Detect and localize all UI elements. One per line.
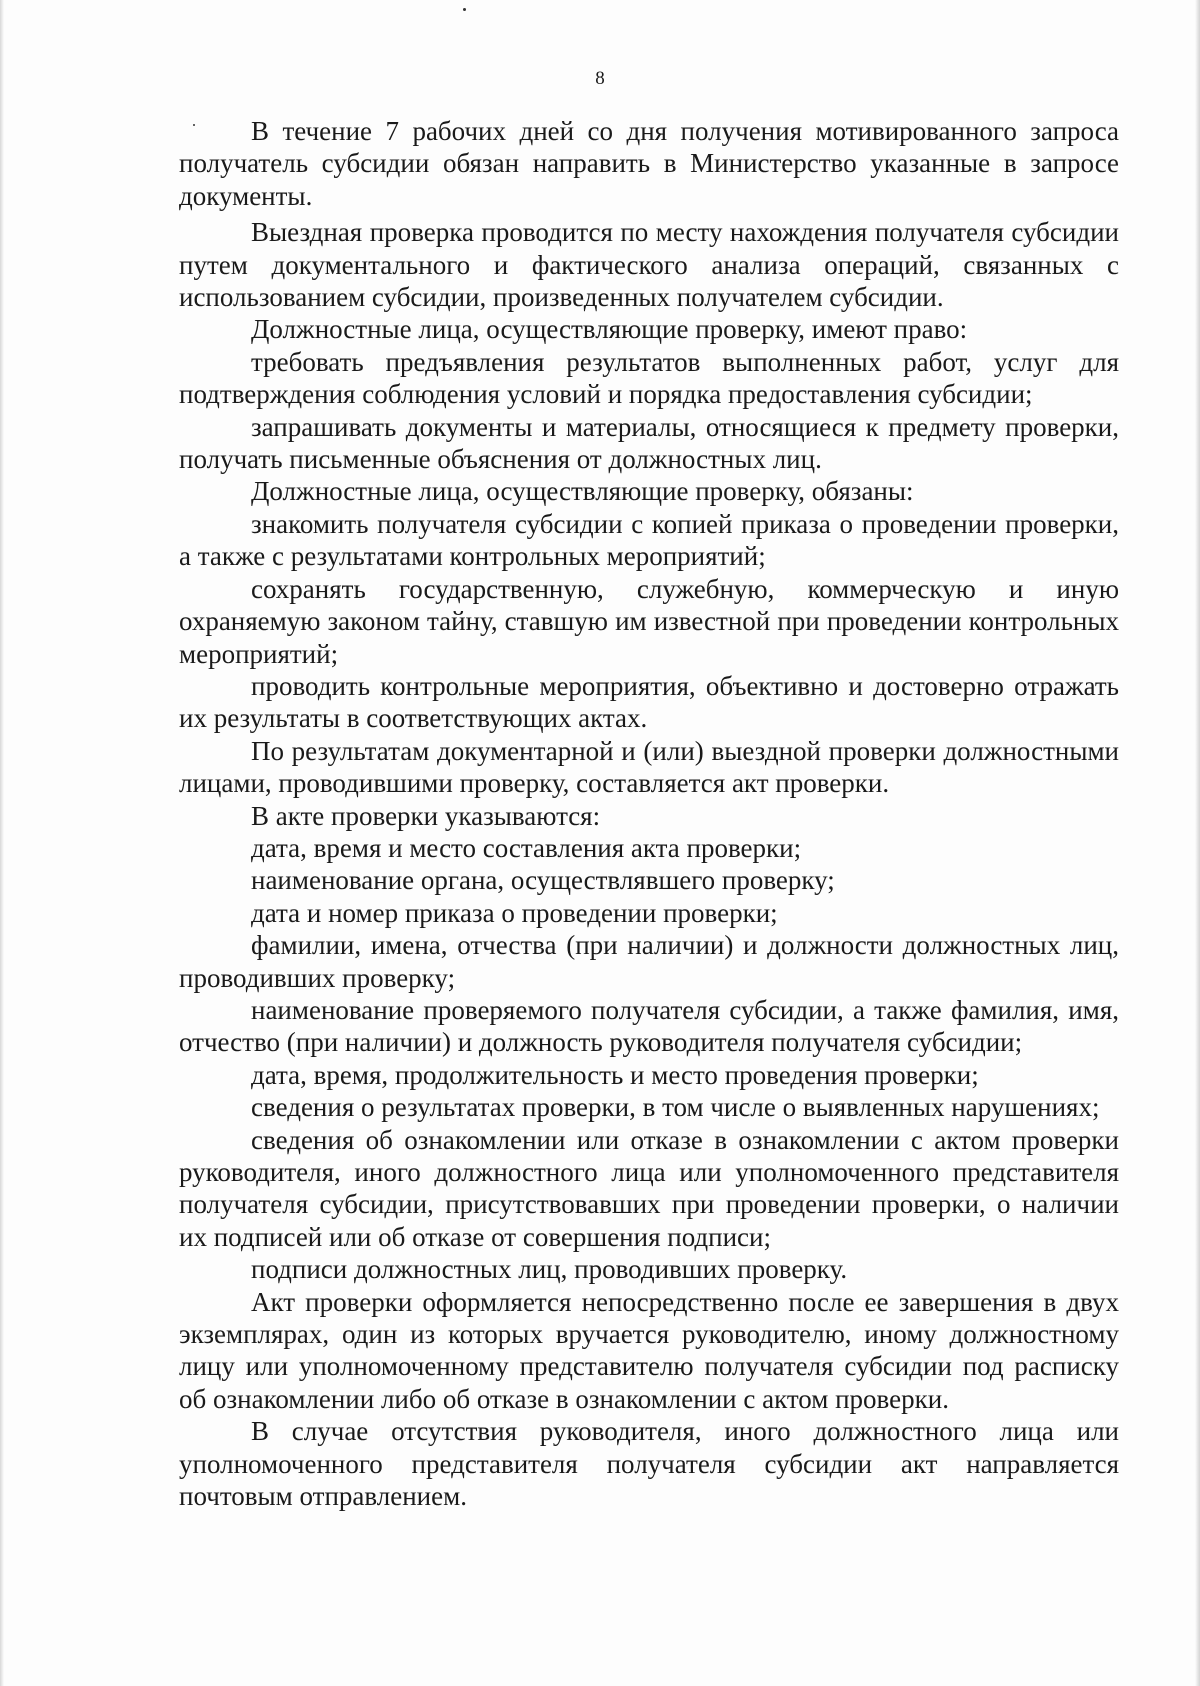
- paragraph: Акт проверки оформляется непосредственно после ее завершения в двух экземплярах, один из которых вручается руководителю, иному должностному лицу или уполномоченному представителю получателя субсидии под расписку об ознакомлении либо об отказе в ознакомлении с актом проверки.: [179, 1286, 1119, 1414]
- paragraph: сведения об ознакомлении или отказе в ознакомлении с актом проверки руководителя, иного должностного лица или уполномоченного представителя получателя субсидии, присутствовавших при проведении проверки, о наличии их подписей или об отказе от совершения подписи;: [179, 1124, 1119, 1252]
- document-body: [179, 115, 1119, 1512]
- paragraph: проводить контрольные мероприятия, объективно и достоверно отражать их результаты в соответствующих актах.: [179, 670, 1119, 734]
- paragraph: знакомить получателя субсидии с копией приказа о проведении проверки, а также с результатами контрольных мероприятий;: [179, 508, 1119, 572]
- paragraph: В течение 7 рабочих дней со дня получения мотивированного запроса получатель субсидии обязан направить в Министерство указанные в запросе документы.: [179, 116, 1119, 211]
- paragraph: Должностные лица, осуществляющие проверку, имеют право:: [251, 314, 968, 345]
- scan-edge-left: [0, 0, 4, 1686]
- paragraph: подписи должностных лиц, проводивших проверку.: [251, 1254, 848, 1285]
- paragraph: Выездная проверка проводится по месту нахождения получателя субсидии путем документального и фактического анализа операций, связанных с использованием субсидии, произведенных получателем субсидии.: [179, 217, 1119, 313]
- paragraph: дата, время и место составления акта проверки;: [251, 832, 802, 863]
- paragraph: требовать предъявления результатов выполненных работ, услуг для подтверждения соблюдения условий и порядка предоставления субсидии;: [179, 346, 1119, 410]
- paragraph: В акте проверки указываются:: [251, 800, 601, 831]
- paragraph: Должностные лица, осуществляющие проверку, обязаны:: [251, 476, 914, 507]
- paragraph: запрашивать документы и материалы, относящиеся к предмету проверки, получать письменные объяснения от должностных лиц.: [179, 411, 1119, 475]
- paragraph: наименование органа, осуществлявшего проверку;: [251, 865, 835, 896]
- paragraph: дата, время, продолжительность и место проведения проверки;: [251, 1059, 979, 1090]
- page-number: 8: [595, 68, 605, 89]
- paragraph: дата и номер приказа о проведении проверки;: [251, 897, 778, 928]
- scan-speck: [463, 8, 466, 11]
- paragraph: сохранять государственную, служебную, коммерческую и иную охраняемую законом тайну, ставшую им известной при проведении контрольных мероприятий;: [179, 573, 1119, 669]
- paragraph: наименование проверяемого получателя субсидии, а также фамилия, имя, отчество (при наличии) и должность руководителя получателя субсидии;: [179, 994, 1119, 1058]
- paragraph: сведения о результатах проверки, в том числе о выявленных нарушениях;: [251, 1092, 1100, 1123]
- paragraph: В случае отсутствия руководителя, иного должностного лица или уполномоченного представителя получателя субсидии акт направляется почтовым отправлением.: [179, 1416, 1119, 1512]
- paragraph: По результатам документарной и (или) выездной проверки должностными лицами, проводившими проверку, составляется акт проверки.: [179, 735, 1119, 799]
- scan-edge-right: [1195, 0, 1200, 1686]
- paragraph: фамилии, имена, отчества (при наличии) и должности должностных лиц, проводивших проверку;: [179, 930, 1119, 993]
